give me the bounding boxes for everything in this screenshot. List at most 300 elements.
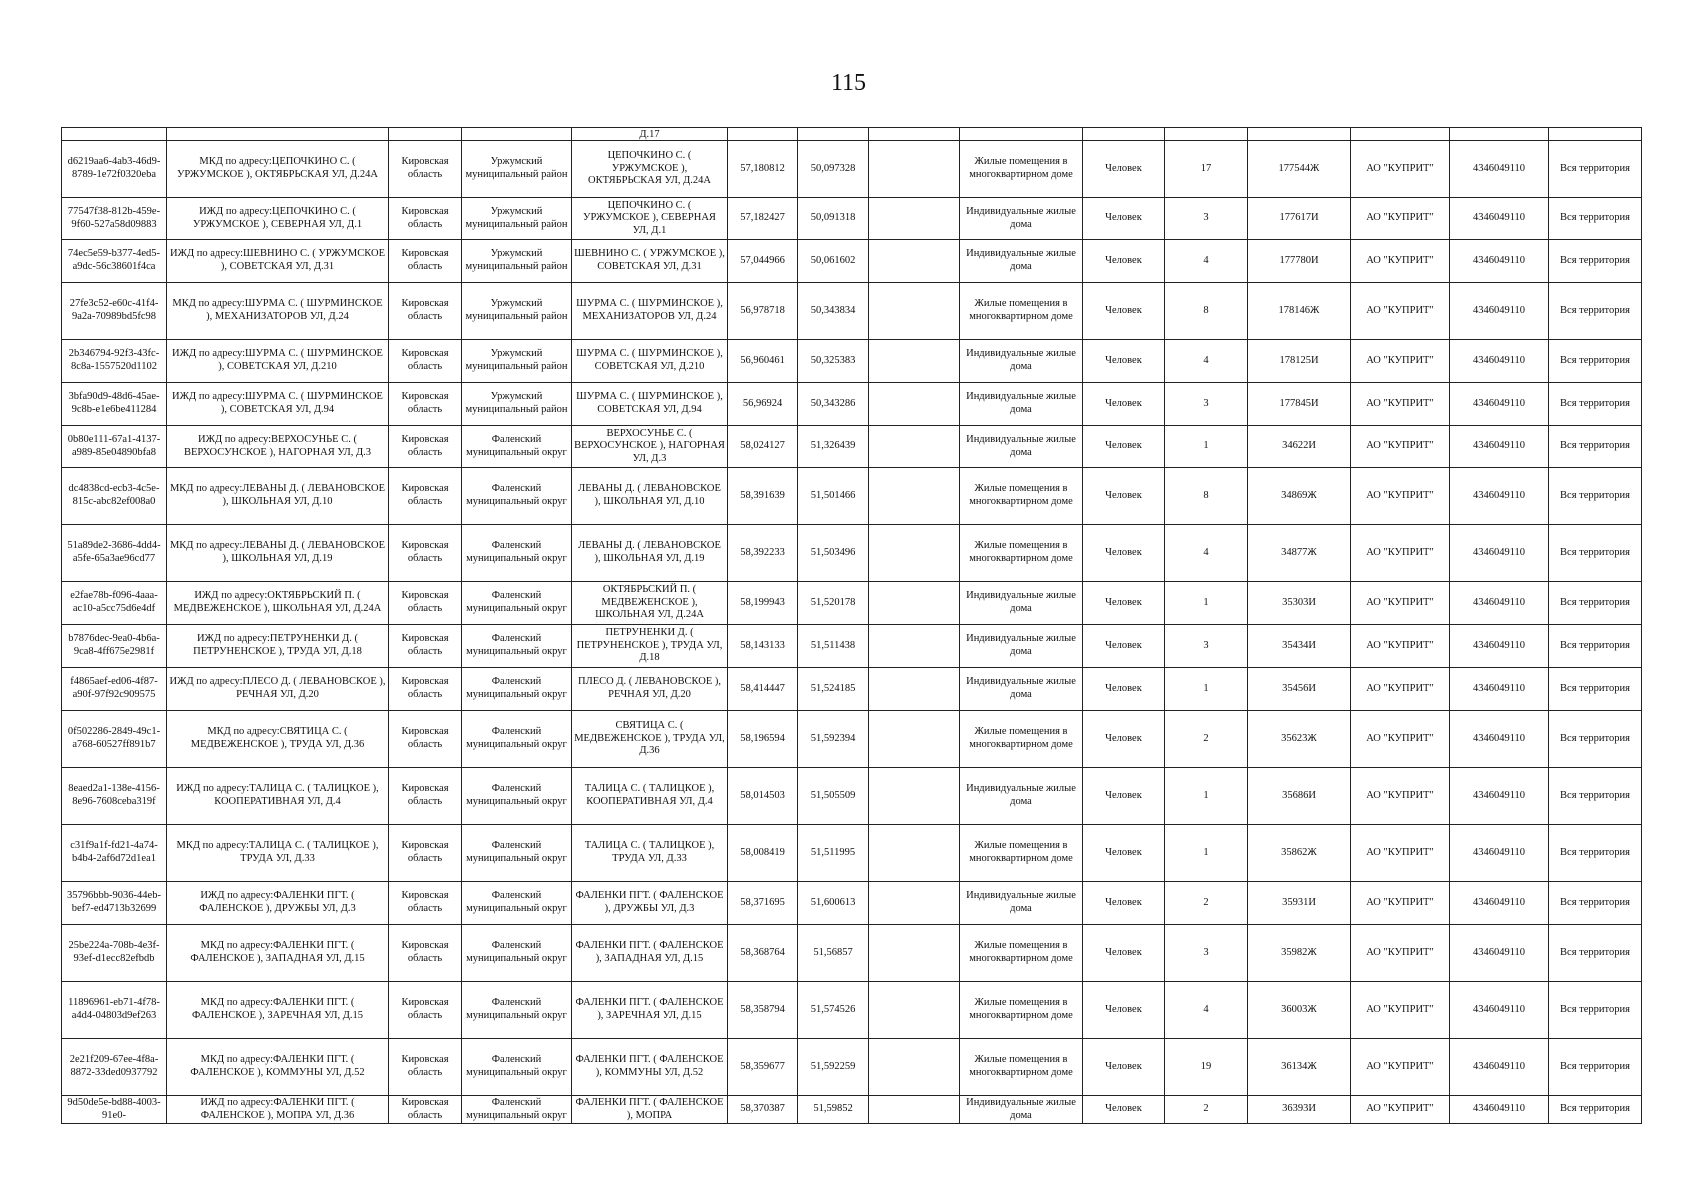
housing-type: Индивидуальные жилые дома [960,582,1083,625]
page-number: 115 [830,70,867,96]
resident-count: 1 [1165,825,1248,882]
longitude: 50,343286 [798,383,869,426]
address: ПЕТРУНЕНКИ Д. ( ПЕТРУНЕНСКОЕ ), ТРУДА УЛ, Д.18 [572,625,728,668]
table-row [62,283,1642,340]
region: Кировская область [389,340,462,383]
address: ШУРМА С. ( ШУРМИНСКОЕ ), СОВЕТСКАЯ УЛ, Д.94 [572,383,728,426]
longitude: 51,592259 [798,1039,869,1096]
address: ШУРМА С. ( ШУРМИНСКОЕ ), СОВЕТСКАЯ УЛ, Д.210 [572,340,728,383]
longitude: 51,505509 [798,768,869,825]
district: Фаленский муниципальный округ [462,426,572,468]
unit: Человек [1083,426,1165,468]
resident-count: 8 [1165,283,1248,340]
address: ШУРМА С. ( ШУРМИНСКОЕ ), МЕХАНИЗАТОРОВ УЛ, Д.24 [572,283,728,340]
empty-cell [869,768,960,825]
object-code: 35303И [1248,582,1351,625]
region: Кировская область [389,625,462,668]
table-row [62,982,1642,1039]
latitude: 58,359677 [728,1039,798,1096]
territory: Вся территория [1549,240,1642,283]
unit: Человек [1083,468,1165,525]
district: Фаленский муниципальный округ [462,625,572,668]
empty-cell [869,982,960,1039]
housing-type: Индивидуальные жилые дома [960,882,1083,925]
region: Кировская область [389,1039,462,1096]
empty-cell [869,1039,960,1096]
row-id: 9d50de5e-bd88-4003-91e0- [62,1096,167,1124]
district: Уржумский муниципальный район [462,383,572,426]
region: Кировская область [389,582,462,625]
inn: 4346049110 [1450,825,1549,882]
district: Фаленский муниципальный округ [462,582,572,625]
object-code: 177617И [1248,198,1351,240]
resident-count: 2 [1165,711,1248,768]
longitude: 51,59852 [798,1096,869,1124]
unit: Человек [1083,240,1165,283]
object-code: 35686И [1248,768,1351,825]
resident-count: 1 [1165,426,1248,468]
latitude: 58,392233 [728,525,798,582]
region: Кировская область [389,383,462,426]
object-code: 35623Ж [1248,711,1351,768]
housing-type: Индивидуальные жилые дома [960,768,1083,825]
district: Уржумский муниципальный район [462,141,572,198]
organization: АО "КУПРИТ" [1351,426,1450,468]
organization: АО "КУПРИТ" [1351,340,1450,383]
district: Уржумский муниципальный район [462,340,572,383]
district: Фаленский муниципальный округ [462,468,572,525]
unit: Человек [1083,711,1165,768]
address: ШЕВНИНО С. ( УРЖУМСКОЕ ), СОВЕТСКАЯ УЛ, Д.31 [572,240,728,283]
resident-count: 3 [1165,925,1248,982]
empty-cell [869,668,960,711]
object-code: 178146Ж [1248,283,1351,340]
object-code: 178125И [1248,340,1351,383]
empty-cell [869,141,960,198]
district: Фаленский муниципальный округ [462,1096,572,1124]
object-name: ИЖД по адресу:ШЕВНИНО С. ( УРЖУМСКОЕ ), СОВЕТСКАЯ УЛ, Д.31 [167,240,389,283]
object-code: 177780И [1248,240,1351,283]
inn: 4346049110 [1450,668,1549,711]
object-code: 36134Ж [1248,1039,1351,1096]
row-id: 35796bbb-9036-44eb-bef7-ed4713b32699 [62,882,167,925]
object-name: МКД по адресу:ФАЛЕНКИ ПГТ. ( ФАЛЕНСКОЕ ), ЗАРЕЧНАЯ УЛ, Д.15 [167,982,389,1039]
address: ТАЛИЦА С. ( ТАЛИЦКОЕ ), ТРУДА УЛ, Д.33 [572,825,728,882]
table-row [62,711,1642,768]
inn: 4346049110 [1450,768,1549,825]
housing-type: Индивидуальные жилые дома [960,1096,1083,1124]
region: Кировская область [389,198,462,240]
housing-type: Индивидуальные жилые дома [960,426,1083,468]
row-id: 25be224a-708b-4e3f-93ef-d1ecc82efbdb [62,925,167,982]
longitude: 51,56857 [798,925,869,982]
inn: 4346049110 [1450,468,1549,525]
longitude: 51,503496 [798,525,869,582]
district: Фаленский муниципальный округ [462,925,572,982]
resident-count: 2 [1165,882,1248,925]
address: ФАЛЕНКИ ПГТ. ( ФАЛЕНСКОЕ ), ЗАПАДНАЯ УЛ, Д.15 [572,925,728,982]
empty-cell [869,283,960,340]
object-name: ИЖД по адресу:ПЛЕСО Д. ( ЛЕВАНОВСКОЕ ), РЕЧНАЯ УЛ, Д.20 [167,668,389,711]
territory: Вся территория [1549,582,1642,625]
housing-type: Жилые помещения в многоквартирном доме [960,1039,1083,1096]
object-code: 36393И [1248,1096,1351,1124]
district: Фаленский муниципальный округ [462,668,572,711]
unit: Человек [1083,141,1165,198]
district: Фаленский муниципальный округ [462,882,572,925]
longitude: 50,343834 [798,283,869,340]
row-id: 51a89de2-3686-4dd4-a5fe-65a3ae96cd77 [62,525,167,582]
territory: Вся территория [1549,283,1642,340]
unit: Человек [1083,982,1165,1039]
longitude: 51,600613 [798,882,869,925]
inn: 4346049110 [1450,340,1549,383]
object-name: МКД по адресу:СВЯТИЦА С. ( МЕДВЕЖЕНСКОЕ ), ТРУДА УЛ, Д.36 [167,711,389,768]
unit: Человек [1083,882,1165,925]
longitude: 50,091318 [798,198,869,240]
empty-cell [869,925,960,982]
object-name: ИЖД по адресу:ТАЛИЦА С. ( ТАЛИЦКОЕ ), КООПЕРАТИВНАЯ УЛ, Д.4 [167,768,389,825]
row-id: f4865aef-ed06-4f87-a90f-97f92c909575 [62,668,167,711]
unit: Человек [1083,668,1165,711]
empty-cell [869,426,960,468]
resident-count: 4 [1165,340,1248,383]
object-code: 35456И [1248,668,1351,711]
organization: АО "КУПРИТ" [1351,768,1450,825]
unit: Человек [1083,625,1165,668]
region: Кировская область [389,283,462,340]
inn: 4346049110 [1450,426,1549,468]
organization: АО "КУПРИТ" [1351,283,1450,340]
empty-cell [869,198,960,240]
region: Кировская область [389,426,462,468]
empty-cell [869,525,960,582]
region: Кировская область [389,768,462,825]
organization: АО "КУПРИТ" [1351,468,1450,525]
table-body [62,128,1642,1124]
latitude: 58,358794 [728,982,798,1039]
row-id: c31f9a1f-fd21-4a74-b4b4-2af6d72d1ea1 [62,825,167,882]
housing-type: Жилые помещения в многоквартирном доме [960,525,1083,582]
object-name: МКД по адресу:ФАЛЕНКИ ПГТ. ( ФАЛЕНСКОЕ ), КОММУНЫ УЛ, Д.52 [167,1039,389,1096]
housing-type: Жилые помещения в многоквартирном доме [960,825,1083,882]
table-row [62,882,1642,925]
inn: 4346049110 [1450,283,1549,340]
table-row [62,1039,1642,1096]
resident-count: 4 [1165,240,1248,283]
longitude: 50,097328 [798,141,869,198]
object-name: МКД по адресу:ТАЛИЦА С. ( ТАЛИЦКОЕ ), ТРУДА УЛ, Д.33 [167,825,389,882]
latitude: 58,199943 [728,582,798,625]
organization: АО "КУПРИТ" [1351,925,1450,982]
inn: 4346049110 [1450,582,1549,625]
object-name: МКД по адресу:ШУРМА С. ( ШУРМИНСКОЕ ), МЕХАНИЗАТОРОВ УЛ, Д.24 [167,283,389,340]
territory: Вся территория [1549,925,1642,982]
table-row [62,426,1642,468]
organization: АО "КУПРИТ" [1351,825,1450,882]
row-id: 0b80e111-67a1-4137-a989-85e04890bfa8 [62,426,167,468]
organization: АО "КУПРИТ" [1351,1039,1450,1096]
territory: Вся территория [1549,141,1642,198]
region: Кировская область [389,711,462,768]
address: ЦЕПОЧКИНО С. ( УРЖУМСКОЕ ), СЕВЕРНАЯ УЛ, Д.1 [572,198,728,240]
district: Уржумский муниципальный район [462,198,572,240]
address: ФАЛЕНКИ ПГТ. ( ФАЛЕНСКОЕ ), КОММУНЫ УЛ, Д.52 [572,1039,728,1096]
district: Уржумский муниципальный район [462,283,572,340]
latitude: 58,014503 [728,768,798,825]
inn: 4346049110 [1450,198,1549,240]
table-row [62,1096,1642,1124]
row-id: 11896961-eb71-4f78-a4d4-04803d9ef263 [62,982,167,1039]
unit: Человек [1083,525,1165,582]
inn: 4346049110 [1450,1039,1549,1096]
resident-count: 4 [1165,982,1248,1039]
region: Кировская область [389,468,462,525]
latitude: 58,143133 [728,625,798,668]
address: ФАЛЕНКИ ПГТ. ( ФАЛЕНСКОЕ ), МОПРА [572,1096,728,1124]
object-code: 36003Ж [1248,982,1351,1039]
longitude: 51,511438 [798,625,869,668]
row-id: 77547f38-812b-459e-9f60-527a58d09883 [62,198,167,240]
longitude: 51,592394 [798,711,869,768]
row-id: 0f502286-2849-49c1-a768-60527ff891b7 [62,711,167,768]
unit: Человек [1083,825,1165,882]
row-id: 2e21f209-67ee-4f8a-8872-33ded0937792 [62,1039,167,1096]
region: Кировская область [389,925,462,982]
resident-count: 17 [1165,141,1248,198]
resident-count: 3 [1165,198,1248,240]
table-row [62,768,1642,825]
unit: Человек [1083,582,1165,625]
housing-type: Индивидуальные жилые дома [960,668,1083,711]
address: ФАЛЕНКИ ПГТ. ( ФАЛЕНСКОЕ ), ЗАРЕЧНАЯ УЛ, Д.15 [572,982,728,1039]
empty-cell [869,1096,960,1124]
table-row [62,625,1642,668]
housing-type: Жилые помещения в многоквартирном доме [960,982,1083,1039]
table-row [62,582,1642,625]
latitude: 58,371695 [728,882,798,925]
object-code: 35931И [1248,882,1351,925]
table-row [62,383,1642,426]
territory: Вся территория [1549,340,1642,383]
address: ТАЛИЦА С. ( ТАЛИЦКОЕ ), КООПЕРАТИВНАЯ УЛ, Д.4 [572,768,728,825]
organization: АО "КУПРИТ" [1351,582,1450,625]
registry-table [61,127,1642,1124]
table-row [62,825,1642,882]
organization: АО "КУПРИТ" [1351,1096,1450,1124]
object-name: ИЖД по адресу:ШУРМА С. ( ШУРМИНСКОЕ ), СОВЕТСКАЯ УЛ, Д.94 [167,383,389,426]
address: ОКТЯБРЬСКИЙ П. ( МЕДВЕЖЕНСКОЕ ), ШКОЛЬНАЯ УЛ, Д.24А [572,582,728,625]
organization: АО "КУПРИТ" [1351,240,1450,283]
housing-type: Индивидуальные жилые дома [960,383,1083,426]
longitude: 51,511995 [798,825,869,882]
district: Фаленский муниципальный округ [462,711,572,768]
table-row [62,468,1642,525]
object-name: ИЖД по адресу:ЦЕПОЧКИНО С. ( УРЖУМСКОЕ ), СЕВЕРНАЯ УЛ, Д.1 [167,198,389,240]
empty-cell [869,711,960,768]
object-name: ИЖД по адресу:ФАЛЕНКИ ПГТ. ( ФАЛЕНСКОЕ ), МОПРА УЛ, Д.36 [167,1096,389,1124]
object-name: МКД по адресу:ЛЕВАНЫ Д. ( ЛЕВАНОВСКОЕ ), ШКОЛЬНАЯ УЛ, Д.10 [167,468,389,525]
latitude: 58,024127 [728,426,798,468]
row-id: 2b346794-92f3-43fc-8c8a-1557520d1102 [62,340,167,383]
row-id: 8eaed2a1-138e-4156-8e96-7608ceba319f [62,768,167,825]
territory: Вся территория [1549,768,1642,825]
object-name: МКД по адресу:ЛЕВАНЫ Д. ( ЛЕВАНОВСКОЕ ), ШКОЛЬНАЯ УЛ, Д.19 [167,525,389,582]
address: ЛЕВАНЫ Д. ( ЛЕВАНОВСКОЕ ), ШКОЛЬНАЯ УЛ, Д.19 [572,525,728,582]
organization: АО "КУПРИТ" [1351,198,1450,240]
unit: Человек [1083,1039,1165,1096]
latitude: 56,96924 [728,383,798,426]
region: Кировская область [389,825,462,882]
empty-cell [869,882,960,925]
latitude: 56,960461 [728,340,798,383]
address: ЦЕПОЧКИНО С. ( УРЖУМСКОЕ ), ОКТЯБРЬСКАЯ УЛ, Д.24А [572,141,728,198]
table-row [62,141,1642,198]
inn: 4346049110 [1450,925,1549,982]
empty-cell [869,383,960,426]
territory: Вся территория [1549,1039,1642,1096]
region: Кировская область [389,882,462,925]
longitude: 50,325383 [798,340,869,383]
region: Кировская область [389,240,462,283]
longitude: 51,501466 [798,468,869,525]
organization: АО "КУПРИТ" [1351,383,1450,426]
table-row [62,198,1642,240]
resident-count: 4 [1165,525,1248,582]
empty-cell [869,625,960,668]
address: СВЯТИЦА С. ( МЕДВЕЖЕНСКОЕ ), ТРУДА УЛ, Д.36 [572,711,728,768]
empty-cell [869,468,960,525]
latitude: 57,182427 [728,198,798,240]
housing-type: Индивидуальные жилые дома [960,625,1083,668]
address: ПЛЕСО Д. ( ЛЕВАНОВСКОЕ ), РЕЧНАЯ УЛ, Д.20 [572,668,728,711]
district: Фаленский муниципальный округ [462,525,572,582]
housing-type: Индивидуальные жилые дома [960,198,1083,240]
territory: Вся территория [1549,882,1642,925]
organization: АО "КУПРИТ" [1351,982,1450,1039]
row-id: 74ec5e59-b377-4ed5-a9dc-56c38601f4ca [62,240,167,283]
region: Кировская область [389,982,462,1039]
housing-type: Жилые помещения в многоквартирном доме [960,711,1083,768]
housing-type: Индивидуальные жилые дома [960,240,1083,283]
housing-type: Индивидуальные жилые дома [960,340,1083,383]
row-id: dc4838cd-ecb3-4c5e-815c-abc82ef008a0 [62,468,167,525]
organization: АО "КУПРИТ" [1351,625,1450,668]
territory: Вся территория [1549,1096,1642,1124]
longitude: 50,061602 [798,240,869,283]
unit: Человек [1083,768,1165,825]
inn: 4346049110 [1450,525,1549,582]
empty-cell [869,825,960,882]
inn: 4346049110 [1450,1096,1549,1124]
resident-count: 2 [1165,1096,1248,1124]
latitude: 56,978718 [728,283,798,340]
housing-type: Жилые помещения в многоквартирном доме [960,283,1083,340]
longitude: 51,574526 [798,982,869,1039]
territory: Вся территория [1549,625,1642,668]
table-row [62,240,1642,283]
row-id: e2fae78b-f096-4aaa-ac10-a5cc75d6e4df [62,582,167,625]
latitude: 57,044966 [728,240,798,283]
inn: 4346049110 [1450,625,1549,668]
row-id: d6219aa6-4ab3-46d9-8789-1e72f0320eba [62,141,167,198]
address: ВЕРХОСУНЬЕ С. ( ВЕРХОСУНСКОЕ ), НАГОРНАЯ УЛ, Д.3 [572,426,728,468]
unit: Человек [1083,925,1165,982]
unit: Человек [1083,283,1165,340]
inn: 4346049110 [1450,882,1549,925]
object-code: 35982Ж [1248,925,1351,982]
latitude: 58,414447 [728,668,798,711]
region: Кировская область [389,1096,462,1124]
table-row [62,340,1642,383]
inn: 4346049110 [1450,141,1549,198]
object-name: ИЖД по адресу:ВЕРХОСУНЬЕ С. ( ВЕРХОСУНСКОЕ ), НАГОРНАЯ УЛ, Д.3 [167,426,389,468]
longitude: 51,520178 [798,582,869,625]
continuation-row [62,128,1642,141]
region: Кировская область [389,141,462,198]
region: Кировская область [389,525,462,582]
object-name: МКД по адресу:ФАЛЕНКИ ПГТ. ( ФАЛЕНСКОЕ ), ЗАПАДНАЯ УЛ, Д.15 [167,925,389,982]
empty-cell [869,340,960,383]
latitude: 57,180812 [728,141,798,198]
table-row [62,525,1642,582]
organization: АО "КУПРИТ" [1351,711,1450,768]
row-id: 3bfa90d9-48d6-45ae-9c8b-e1e6be411284 [62,383,167,426]
unit: Человек [1083,1096,1165,1124]
territory: Вся территория [1549,711,1642,768]
latitude: 58,370387 [728,1096,798,1124]
object-code: 35434И [1248,625,1351,668]
address: ЛЕВАНЫ Д. ( ЛЕВАНОВСКОЕ ), ШКОЛЬНАЯ УЛ, Д.10 [572,468,728,525]
row-id: b7876dec-9ea0-4b6a-9ca8-4ff675e2981f [62,625,167,668]
organization: АО "КУПРИТ" [1351,525,1450,582]
territory: Вся территория [1549,426,1642,468]
inn: 4346049110 [1450,711,1549,768]
object-code: 34622И [1248,426,1351,468]
district: Фаленский муниципальный округ [462,825,572,882]
organization: АО "КУПРИТ" [1351,141,1450,198]
latitude: 58,008419 [728,825,798,882]
object-code: 177544Ж [1248,141,1351,198]
inn: 4346049110 [1450,240,1549,283]
latitude: 58,391639 [728,468,798,525]
object-name: МКД по адресу:ЦЕПОЧКИНО С. ( УРЖУМСКОЕ ), ОКТЯБРЬСКАЯ УЛ, Д.24А [167,141,389,198]
inn: 4346049110 [1450,982,1549,1039]
organization: АО "КУПРИТ" [1351,668,1450,711]
resident-count: 1 [1165,768,1248,825]
district: Фаленский муниципальный округ [462,982,572,1039]
row-id: 27fe3c52-e60c-41f4-9a2a-70989bd5fc98 [62,283,167,340]
continuation-address: Д.17 [572,128,728,141]
territory: Вся территория [1549,383,1642,426]
latitude: 58,368764 [728,925,798,982]
resident-count: 8 [1165,468,1248,525]
territory: Вся территория [1549,198,1642,240]
address: ФАЛЕНКИ ПГТ. ( ФАЛЕНСКОЕ ), ДРУЖБЫ УЛ, Д.3 [572,882,728,925]
longitude: 51,326439 [798,426,869,468]
resident-count: 3 [1165,625,1248,668]
region: Кировская область [389,668,462,711]
housing-type: Жилые помещения в многоквартирном доме [960,925,1083,982]
empty-cell [869,582,960,625]
object-name: ИЖД по адресу:ФАЛЕНКИ ПГТ. ( ФАЛЕНСКОЕ ), ДРУЖБЫ УЛ, Д.3 [167,882,389,925]
resident-count: 3 [1165,383,1248,426]
housing-type: Жилые помещения в многоквартирном доме [960,141,1083,198]
resident-count: 1 [1165,582,1248,625]
territory: Вся территория [1549,668,1642,711]
territory: Вся территория [1549,825,1642,882]
territory: Вся территория [1549,982,1642,1039]
